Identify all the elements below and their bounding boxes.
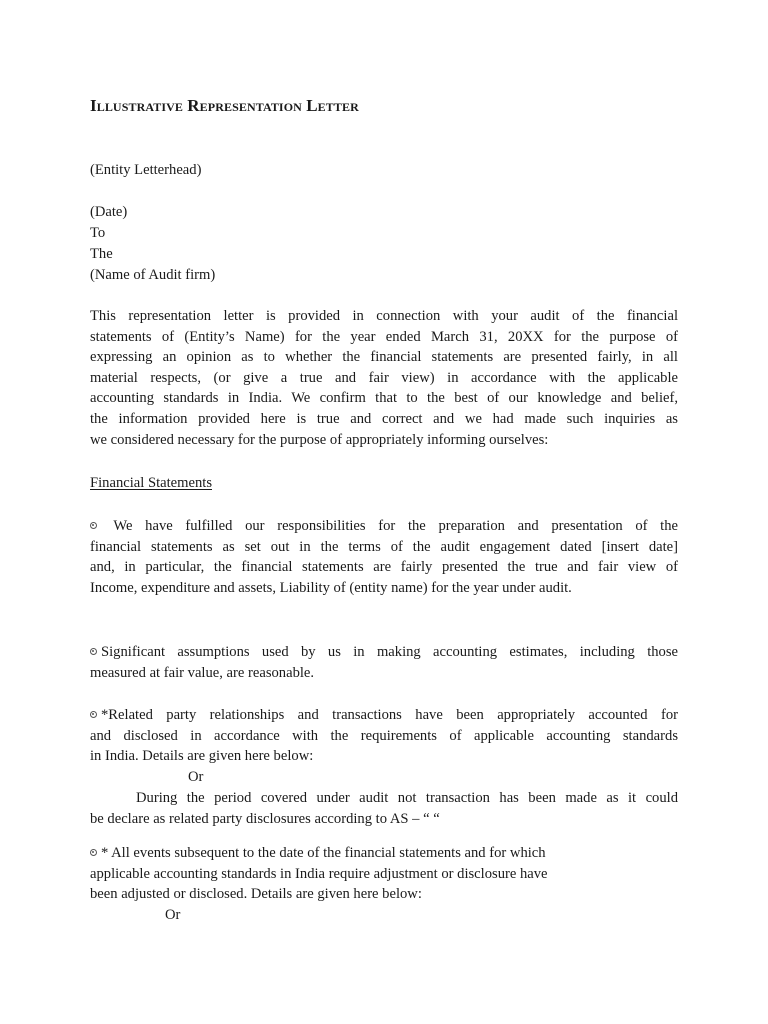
intro-line: material respects, (or give a true and fair view) in accordance with the applicable — [90, 369, 678, 386]
letter-page — [90, 0, 678, 1024]
addressee-to: To — [90, 225, 106, 241]
bullet-line: measured at fair value, are reasonable. — [90, 664, 315, 681]
bullet-line: We have fulfilled our responsibilities for the preparation and presentation of the — [101, 518, 678, 534]
intro-line: accounting standards in India. We confirm that to the best of our knowledge and belief, — [90, 390, 678, 407]
bullet-line: been adjusted or disclosed. Details are given here below: — [90, 886, 422, 903]
bullet-line: applicable accounting standards in India require adjustment or disclosure have — [90, 865, 548, 882]
entity-letterhead: (Entity Letterhead) — [90, 162, 202, 178]
alt-line: During the period covered under audit not transaction has been made as it could — [136, 790, 678, 806]
bullet-icon — [90, 522, 97, 529]
bullet-line: financial statements as set out in the terms of the audit engagement dated [insert date] — [90, 538, 678, 555]
bullet-line: Significant assumptions used by us in making accounting estimates, including those — [101, 644, 678, 660]
alt-line: be declare as related party disclosures according to AS – “ “ — [90, 810, 440, 827]
bullet-line: *Related party relationships and transactions have been appropriately accounted for — [101, 707, 678, 723]
section-heading-financial-statements: Financial Statements — [90, 475, 212, 491]
or-separator: Or — [188, 769, 204, 785]
bullet-icon — [90, 711, 97, 718]
intro-line: statements of (Entity’s Name) for the year ended March 31, 20XX for the purpose of — [90, 328, 678, 345]
intro-line: we considered necessary for the purpose of appropriately informing ourselves: — [90, 431, 549, 448]
related-party-alternative — [90, 788, 678, 829]
intro-line: expressing an opinion as to whether the financial statements are presented fairly, in all — [90, 349, 678, 366]
bullet-line: Income, expenditure and assets, Liability of (entity name) for the year under audit. — [90, 579, 572, 596]
addressee-the: The — [90, 246, 113, 262]
bullet-icon — [90, 648, 97, 655]
document-title: Illustrative Representation Letter — [90, 96, 359, 115]
intro-line: This representation letter is provided in connection with your audit of the financial — [90, 308, 678, 324]
or-separator: Or — [165, 907, 181, 923]
bullet-item-assumptions — [90, 642, 678, 683]
intro-paragraph — [90, 306, 678, 450]
bullet-line: and disclosed in accordance with the requirements of applicable accounting standards — [90, 727, 678, 744]
bullet-item-responsibilities — [90, 516, 678, 598]
bullet-line: in India. Details are given here below: — [90, 748, 314, 765]
intro-line: the information provided here is true and correct and we had made such inquiries as — [90, 410, 678, 427]
audit-firm-name: (Name of Audit firm) — [90, 267, 216, 283]
bullet-line: * All events subsequent to the date of the financial statements and for which — [101, 845, 546, 861]
bullet-icon — [90, 849, 97, 856]
bullet-line: and, in particular, the financial statements are fairly presented the true and fair view of — [90, 559, 678, 576]
bullet-item-related-party — [90, 705, 678, 767]
bullet-item-subsequent-events — [90, 843, 630, 905]
date-placeholder: (Date) — [90, 204, 128, 220]
